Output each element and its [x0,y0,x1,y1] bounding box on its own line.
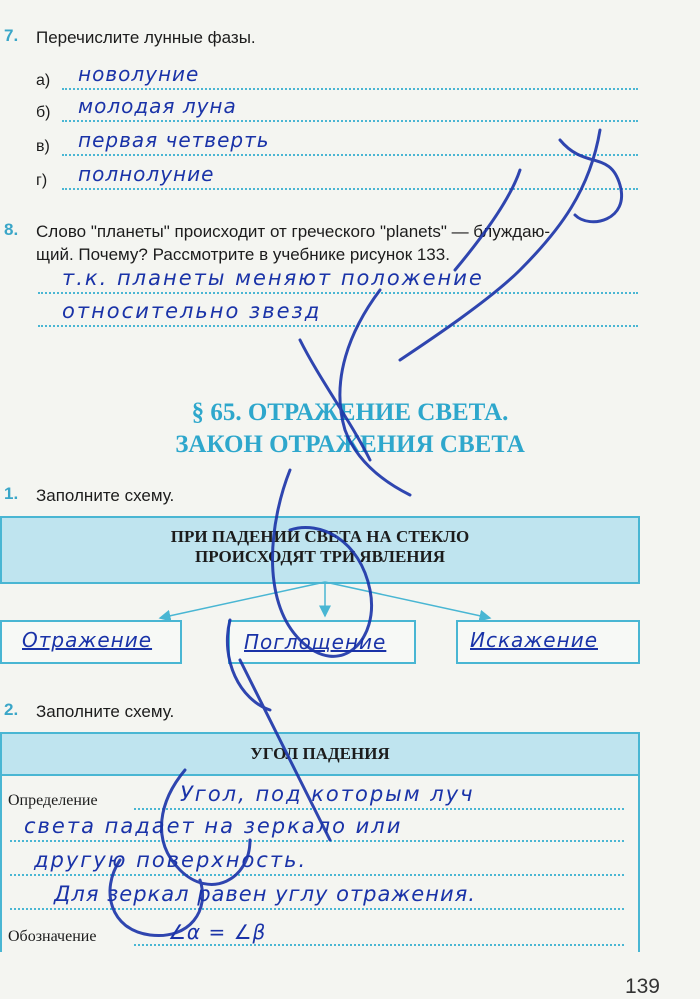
q8-answer-line1: т.к. планеты меняют положение [62,266,484,290]
notation-label: Обозначение [8,928,97,945]
q7-item-a-label: а) [36,72,51,89]
q7-item-v-answer: первая четверть [78,128,270,152]
page-number: 139 [624,975,660,998]
angle-header-box: УГОЛ ПАДЕНИЯ [0,732,640,776]
question-8-number: 8. [4,220,19,239]
question-8-text-line2: щий. Почему? Рассмотрите в учебнике рисунок 133. [36,245,450,264]
q8-answer-line2: относительно звезд [62,299,322,323]
scheme-header-line1: ПРИ ПАДЕНИИ СВЕТА НА СТЕКЛО [170,527,470,546]
q7-item-b-answer: молодая луна [78,94,237,118]
task-2-text: Заполните схему. [36,702,175,721]
notation-value: ∠α = ∠β [168,920,267,944]
definition-line-4: Для зеркал равен углу отражения. [54,882,476,906]
section-title-line1: § 65. ОТРАЖЕНИЕ СВЕТА. [191,399,509,426]
q7-item-v-label: в) [36,138,50,155]
task-1-text: Заполните схему. [36,486,175,505]
scheme-result-reflection: Отражение [22,628,153,652]
definition-line-3: другую поверхность. [34,848,308,872]
q7-item-g-answer: полнолуние [78,162,215,186]
scheme-header-line2: ПРОИСХОДЯТ ТРИ ЯВЛЕНИЯ [194,547,446,566]
definition-line-2: света падает на зеркало или [24,814,403,838]
q7-item-a-answer: новолуние [78,62,200,86]
q7-item-b-label: б) [36,104,51,121]
question-8-text-line1: Слово "планеты" происходит от греческого "planets" — блуждаю- [36,222,551,241]
scheme-result-distortion: Искажение [470,628,598,652]
scheme-result-absorption: Поглощение [244,630,387,654]
question-7-number: 7. [4,26,19,45]
definition-label: Определение [8,792,98,809]
section-title-line2: ЗАКОН ОТРАЖЕНИЯ СВЕТА [175,431,525,458]
definition-line-1: Угол, под которым луч [180,782,475,806]
task-2-number: 2. [4,700,19,719]
task-1-number: 1. [4,484,19,503]
q7-item-g-label: г) [36,172,48,189]
question-7-text: Перечислите лунные фазы. [36,28,256,47]
